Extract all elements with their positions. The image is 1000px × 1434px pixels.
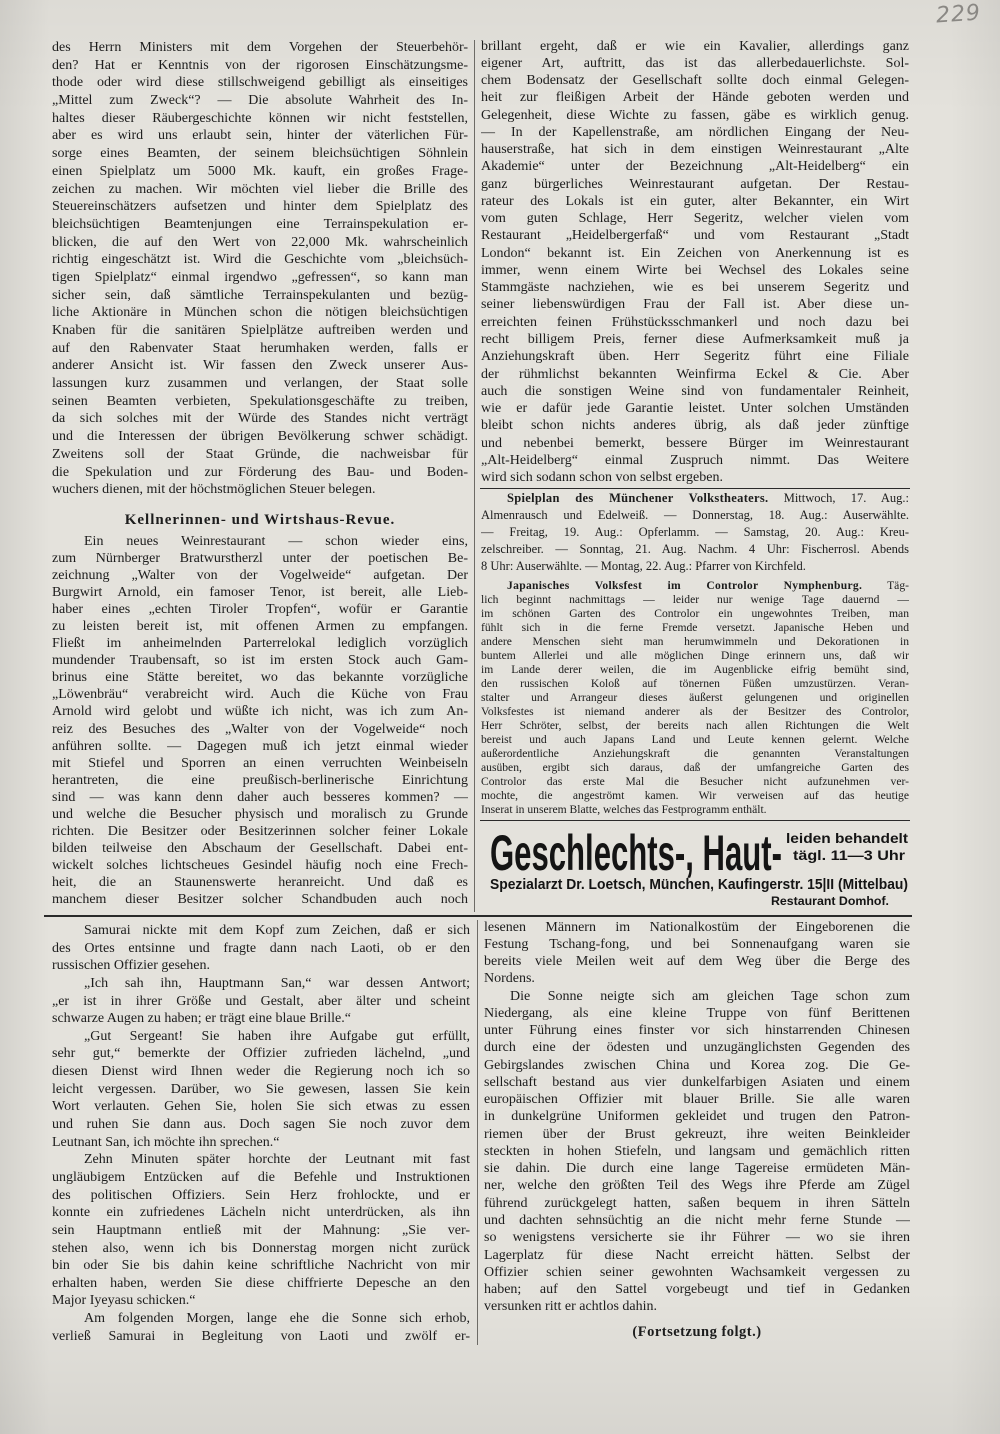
notice-text: Täg-	[862, 579, 909, 592]
text-line: mit Stiefel und Sporren an einen verruchten Weinbeiseln	[52, 755, 468, 771]
text-line: „er ist in ihrer Größe und Gestalt, aber älter und scheint	[52, 993, 470, 1009]
text-line: steckten in hohen Stiefeln, und langsam und gemächlich ritten	[484, 1143, 910, 1159]
text-line: des Herrn Ministers mit dem Vorgehen der Steuerbehör-	[52, 40, 468, 55]
text-line: durch eine der ödesten und unzugänglichsten Gegenden des	[484, 1040, 910, 1056]
notice-text: Mittwoch, 17. Aug.:	[768, 490, 909, 505]
column-divider	[474, 40, 475, 912]
story-column-right	[484, 919, 910, 1316]
text-line: Offizier schien seiner gewohnten Wachsamkeit vergessen zu	[484, 1264, 910, 1280]
text-line: Gelegenheit, diese Wichte zu fassen, gäbe es wirklich genug.	[481, 107, 909, 123]
text-line: der rühmlichst bekannten Weinfirma Eckel & Cie. Aber	[481, 366, 909, 382]
text-line: ganz bürgerliches Weinrestaurant aufgetan. Der Restau-	[481, 176, 909, 192]
text-line: sicher sein, daß sämtliche Terrainspekulanten und bezüg-	[52, 287, 468, 303]
revue-paragraph	[52, 533, 468, 909]
continuation-note: (Fortsetzung folgt.)	[632, 1324, 762, 1340]
section-heading: Kellnerinnen- und Wirtshaus-Revue.	[124, 512, 396, 528]
text-line: rateur des Lokals ist ein guter, alter Bekannter, ein Wirt	[481, 193, 909, 209]
text-line: lich beginnt nachmittags — leider nur wenige Tage dauernd —	[481, 593, 909, 606]
ad-hours: tägl. 11—3 Uhr	[793, 847, 906, 863]
text-line: Festung Tschang-fong, und bei Sonnenaufgang waren sie	[484, 936, 910, 952]
text-line: andere Menschen sieht man herumwimmeln und Dekorationen in	[481, 635, 909, 648]
text-line: diesen Dienst wird Ihnen weder die Regierung noch ich so	[52, 1064, 470, 1080]
text-line: bereits viele Meilen weit auf dem Weg über die Berge des	[484, 954, 910, 970]
text-line: erreichten feinen Frühstücksschmankerl und noch dazu bei	[481, 314, 909, 330]
text-line: liche Aktionäre in München schon die nötigen bleichsüchtigen	[52, 305, 468, 321]
revue-paragraph-continued	[481, 38, 909, 487]
text-line: und ruhen Sie dann aus. Doch sagen Sie noch zuvor dem	[52, 1117, 470, 1133]
notice-title: Spielplan des Münchener Volkstheaters.	[507, 490, 769, 505]
text-line: Burgwirt Arnold, ein famoser Tenor, ist bereit, alle Lieb-	[52, 584, 468, 600]
text-line: lesenen Männern im Nationalkostüm der Eingeborenen die	[484, 919, 910, 935]
text-line: bilden teilweise den Abschaum der Gesellschaft. Dabei ent-	[52, 841, 468, 857]
text-line: haltes dieser Räubergeschichte können wir nicht feststellen,	[52, 110, 468, 126]
text-line: bereist und auch Japans Land und Leute kennen gelernt. Welche	[481, 733, 909, 746]
text-line: bleibt schon nichts anderes übrig, als daß jeder zünftige	[481, 418, 909, 434]
text-line: Knaben für die sanitären Spielplätze auftreiben werden und	[52, 323, 468, 338]
text-line: Arnold wird gelobt und wüßte ich nicht, was ich zum An-	[52, 704, 468, 720]
text-line: eigener Art, auftritt, das ist das allerbedauerlichste. Sol-	[481, 55, 909, 71]
text-line: Am folgenden Morgen, lange ehe die Sonne sich erhob,	[84, 1311, 470, 1327]
text-line: zum Nürnberger Bratwurstherzl unter der poetischen Be-	[52, 550, 468, 566]
text-line: und welche die Besucher physisch und moralisch zu Grunde	[52, 807, 468, 822]
text-line: Volksfestes ist niemand anderer als der Besitzer des Controlor,	[481, 705, 909, 718]
text-line: zelschreiber. — Sonntag, 21. Aug. Nachm. 4 Uhr: Fischerrosl. Abends	[481, 541, 909, 556]
text-line: sein Hauptmann entließ mit der Mahnung: „Sie ver-	[52, 1222, 470, 1238]
text-line: zu leisten bereit ist, mit offenen Armen zu empfangen.	[52, 618, 468, 634]
text-line: brinus eine Stätte bereitet, wo das bekannte vorzügliche	[52, 670, 468, 686]
text-line: riemen über der Brust gekreuzt, ihre weiten Beinkleider	[484, 1126, 910, 1142]
text-line: wird sich sodann schon von selbst ergeben.	[481, 470, 723, 486]
text-line: russischen Offizier gesehen.	[52, 958, 210, 974]
text-line: richten. Die Besitzer oder Besitzerinnen solcher feiner Lokale	[52, 824, 468, 840]
text-line: „Ich sah ihn, Hauptmann San,“ war dessen Antwort;	[84, 975, 470, 991]
text-line: „Gut Sergeant! Sie haben ihre Aufgabe gut erfüllt,	[84, 1028, 470, 1044]
text-line: Restaurant „Heidelbergerfaß“ und vom Restaurant „Stadt	[481, 228, 909, 244]
text-line	[481, 490, 909, 507]
text-line: versunken ritt er achtlos dahin.	[484, 1299, 658, 1315]
text-line: da sich solches mit der Würde des Standes nicht verträgt	[52, 411, 468, 427]
text-line: „Mittel zum Zweck“? — Die absolute Wahrheit des In-	[52, 93, 468, 109]
text-line: und die Interessen der übrigen Bevölkerung schwer schädigt.	[52, 429, 468, 445]
text-line: den russischen Koloß auf tönernen Füßen umzustürzen. Veran-	[481, 677, 909, 690]
text-line: erhalten haben, werden Sie diese chiffrierte Depesche an den	[52, 1275, 470, 1291]
text-line: blicken, die auf den Wert von 22,000 Mk. wahrscheinlich	[52, 234, 468, 250]
text-line: konnte ein zufriedenes Lächeln nicht unterdrücken, als ihn	[52, 1205, 470, 1221]
story-paragraph	[52, 975, 470, 1028]
text-line: die Spekulation und zur Förderung des Bau- und Boden-	[52, 464, 468, 480]
text-line: haber eines „echten Tiroler Tropfen“, wofür er Garantie	[52, 601, 468, 617]
text-line: heit zur fleißigen Arbeit der Hände geboten werden und	[481, 90, 909, 106]
text-line: im schönen Garten des Controlor ein ungewohntes Treiben, man	[481, 607, 909, 620]
text-line: richtig eingeschätzt ist. Wird die Geschichte vom „bleichsüch-	[52, 252, 468, 268]
ad-side-line: leiden behandelt	[786, 830, 909, 846]
story-paragraph	[52, 1310, 470, 1345]
text-line: des Ortes entsinne und fragte dann nach Laoti, ob er den	[52, 940, 470, 956]
text-line: zeichen zu machen. Wir möchten viel lieber die Brille des	[52, 181, 468, 197]
story-paragraph	[484, 988, 910, 1316]
text-line: zeichnung „Walter von der Vogelweide“ aufgetan. Der	[52, 567, 468, 583]
text-line: anderer Ansicht ist. Wir fassen den Zweck unserer Aus-	[52, 358, 468, 374]
ad-headline: Geschlechts-, Haut-	[490, 825, 782, 881]
text-line	[481, 579, 909, 593]
text-line: ausüben, ergibt sich daraus, daß der umfangreiche Garten des	[481, 761, 909, 774]
text-line: — In der Kapellenstraße, am nördlichen Eingang der Neu-	[481, 124, 909, 140]
text-line: im Lande derer weilen, die im Augenblicke eifrig bemüht sind,	[481, 663, 909, 676]
text-line: Akademie“ unter der Bezeichnung „Alt-Heidelberg“ ein	[481, 159, 909, 175]
text-line: Leutnant San, ich möchte ihn sprechen.“	[52, 1134, 280, 1150]
text-line: bleichsüchtigen Beamtenjungen eine Terrainspekulation er-	[52, 216, 468, 232]
text-line: reiz des Besuches des „Walter von der Vogelweide“ noch	[52, 721, 468, 737]
text-line: Inserat in unserem Blatte, welches das Festprogramm enthält.	[481, 803, 767, 816]
text-line: schwarze Augen zu haben; er trägt eine blaue Brille.“	[52, 1011, 351, 1027]
text-line: Ein neues Weinrestaurant — schon wieder eins,	[84, 533, 468, 549]
text-line: und dachten sehnsüchtig an die nicht mehr ferne Stunde —	[484, 1213, 910, 1229]
text-line: sind — was kann denn daher auch besseres kommen? —	[52, 789, 468, 805]
story-paragraph	[52, 922, 470, 975]
text-line: stalter und Arrangeur dieses äußerst gelungenen und originellen	[481, 691, 909, 704]
text-line: Herr Schröter, selbst, der bereits nach allen Richtungen die Welt	[481, 719, 909, 732]
text-line: auf den Rabenvater Staat herumhaken werden, falls er	[52, 340, 468, 356]
text-line: so wenigstens versicherte sie ihr Führer — wo sie ihren	[484, 1230, 910, 1246]
text-line: und nebenbei bemerkt, bessere Bürger im Weinrestaurant	[481, 435, 909, 451]
text-line: buntem Allerlei und alle möglichen Dinge erinnern uns, daß wir	[481, 649, 909, 662]
text-line: Die Sonne neigte sich am gleichen Tage schon zum	[510, 988, 910, 1004]
text-line: Anziehungskraft üben. Herr Segeritz führt eine Filiale	[481, 349, 909, 365]
text-line: anführen sollte. — Dagegen muß ich jetzt einmal wieder	[52, 738, 468, 754]
text-line: Lagerplatz für diese Nacht erreicht hätten. Selbst der	[484, 1247, 910, 1263]
volkstheater-notice	[481, 490, 909, 575]
story-paragraph	[52, 1151, 470, 1310]
text-line: unter Führung eines finster vor sich hinstarrenden Chinesen	[484, 1023, 910, 1039]
text-line: mundender Traubensaft, so ist im ersten Stock auch Gam-	[52, 653, 468, 669]
text-line: Niedergang, als eine kleine Truppe von fünf Berittenen	[484, 1005, 910, 1021]
text-line: Samurai nickte mit dem Kopf zum Zeichen, daß er sich	[84, 923, 470, 938]
text-line: wuchers dienen, mit der höchstmöglichen Steuer belegen.	[52, 482, 376, 498]
text-line: den? Hat er Kenntnis von der rigorosen Einschätzungsme-	[52, 57, 468, 73]
text-line: hauserstraße, hat sich in dem einstigen Weinrestaurant „Alte	[481, 142, 909, 158]
text-line: sehr gut,“ bemerkte der Offizier zufrieden lächelnd, „und	[52, 1046, 470, 1062]
text-line: Nordens.	[484, 971, 535, 987]
text-line: bin oder Sie bis dahin keine schriftliche Nachricht von mir	[52, 1258, 470, 1274]
text-line: sorge eines Beamten, der seinem bleichsüchtigen Söhnlein	[52, 146, 468, 162]
text-line: manchem dieser Besitzer solcher Schandbuden auch noch	[52, 892, 468, 908]
text-line: führend zurückgelegt hatten, saßen bequem in ihren Sätteln	[484, 1195, 910, 1211]
text-line: Major Iyeyasu schicken.“	[52, 1293, 196, 1309]
section-divider	[44, 915, 912, 917]
text-line: des politischen Offiziers. Sein Herz frohlockte, und er	[52, 1187, 470, 1203]
text-line: in dunkelgrüne Uniformen gekleidet und trugen den Patron-	[484, 1109, 910, 1125]
text-line: seiner liebenswürdigen Frau der Fall ist. Aber diese un-	[481, 297, 909, 313]
text-line: fühlt sich in die ferne Fremde versetzt. Japanische Heben und	[481, 621, 909, 634]
text-line: sellschaft bestand aus vier dunkelfarbigen Asiaten und einem	[484, 1074, 910, 1090]
text-line: wickelt solches lichtscheues Gesindel häufig noch eine Frech-	[52, 858, 468, 874]
text-line: Zweitens soll der Staat Gründe, die nachweisbar für	[52, 446, 468, 462]
text-line: „Alt-Heidelberg“ einmal Zuspruch nimmt. Das Weitere	[481, 452, 909, 468]
text-line: aber es wird uns erlaubt sein, hinter der väterlichen Für-	[52, 128, 468, 144]
separator-rule	[480, 820, 910, 821]
story-paragraph	[52, 1028, 470, 1151]
story-paragraph	[484, 919, 910, 988]
text-line: vom guten Schlage, Herr Segeritz, welcher vielen vom	[481, 211, 909, 227]
text-line: Controlor das erste Mal die Besucher nicht aufzunehmen ver-	[481, 775, 909, 788]
text-line: verließ Samurai in Begleitung von Laoti und zwölf er-	[52, 1328, 470, 1344]
text-line: ner, welche den größten Teil des Wegs ihre Pferde am Zügel	[484, 1178, 910, 1194]
text-line: sie dahin. Die durch eine lange Tagereise ermüdeten Män-	[484, 1161, 910, 1177]
text-line: heit, die an Staunenswerte heranreicht. Und daß es	[52, 875, 468, 891]
column-divider	[477, 920, 478, 1345]
text-line: einen Spielplatz um 5000 Mk. kauft, ein großes Frage-	[52, 163, 468, 179]
text-line: wie er dafür jede Garantie leistet. Unter solchen Umständen	[481, 401, 909, 417]
text-line: Stammgäste nachziehen, wie es bei unserem Segeritz und	[481, 280, 909, 296]
text-line: Steuereinschätzers aufsetzen und hinter dem Spielplatz des	[52, 199, 468, 215]
text-line: Gebirgslandes zwischen China und Korea zog. Die Ge-	[484, 1057, 910, 1073]
story-column-left	[52, 922, 470, 1345]
volksfest-notice	[481, 579, 909, 817]
text-line: stehen also, wenn ich bis Donnerstag morgen nicht zurück	[52, 1240, 470, 1256]
text-line: europäischen Offizier mit blauer Brille. Sie alle waren	[484, 1092, 910, 1108]
ad-note: Restaurant Domhof.	[771, 894, 889, 908]
page-number: 229	[935, 0, 982, 29]
text-line: herantreten, die eine preußisch-berlinerische Einrichtung	[52, 772, 468, 788]
text-line: — Freitag, 19. Aug.: Opferlamm. — Samstag, 20. Aug.: Kreu-	[481, 524, 909, 539]
text-line: brillant ergeht, daß er wie ein Kavalier, allerdings ganz	[481, 38, 909, 54]
text-line: leicht vergessen. Darüber, wo Sie gewesen, lassen Sie kein	[52, 1081, 470, 1097]
text-line: ungläubigem Entzücken auf die Befehle und Instruktionen	[52, 1169, 470, 1185]
text-line: lassungen kurz zusammen und verlangen, der Staat solle	[52, 376, 468, 392]
text-line: London“ bekannt ist. Ein Zeichen von Anerkennung ist es	[481, 245, 909, 261]
text-line: immer, wenn einem Wirte bei Wechsel des Lokales seine	[481, 262, 909, 278]
text-line: Zehn Minuten später horchte der Leutnant mit fast	[84, 1152, 470, 1168]
steuer-article-paragraph	[52, 39, 468, 499]
text-line: „Löwenbräu“ verabreicht wird. Auch die Küche von Frau	[52, 687, 468, 703]
notice-title: Japanisches Volksfest im Controlor Nymphenburg.	[507, 579, 863, 592]
text-line: Wort verlauten. Gehen Sie, holen Sie sich etwas zu essen	[52, 1099, 470, 1115]
text-line: tigen Spielplatz“ einmal irgendwo „gefressen“, so kann man	[52, 269, 468, 285]
text-line: 8 Uhr: Auserwählte. — Montag, 22. Aug.: Pfarrer von Kirchfeld.	[481, 558, 806, 573]
text-line: außerordentliche Anziehungskraft die genannten Veranstaltungen	[481, 747, 909, 760]
text-line: haben; auf den Sattel vorgebeugt und tief in Gedanken	[484, 1282, 910, 1298]
text-line: auch die sonstigen Weine sind von fundamentaler Reinheit,	[481, 383, 909, 399]
text-line: recht billigem Preis, ferner diese Aufmerksamkeit muß ja	[481, 332, 909, 348]
text-line: Almenrausch und Edelweiß. — Donnerstag, 18. Aug.: Auserwählte.	[481, 507, 909, 522]
advertisement	[480, 822, 910, 914]
text-line: seinen Beamten verbieten, Spekulationsgeschäfte zu treiben,	[52, 393, 468, 409]
text-line: mochte, die angeströmt kamen. Wir verweisen auf das heutige	[481, 789, 909, 802]
text-line: chem Bodensatz der Gesellschaft sollte doch einmal Gelegen-	[481, 73, 909, 89]
text-line: Fließt im anheimelnden Parterrelokal lediglich vorzüglich	[52, 636, 468, 652]
ad-doctor-address: Spezialarzt Dr. Loetsch, München, Kaufingerstr. 15|II (Mittelbau)	[490, 876, 909, 893]
text-line: thode oder wird diese stillschweigend gebilligt als einseitiges	[52, 75, 468, 91]
